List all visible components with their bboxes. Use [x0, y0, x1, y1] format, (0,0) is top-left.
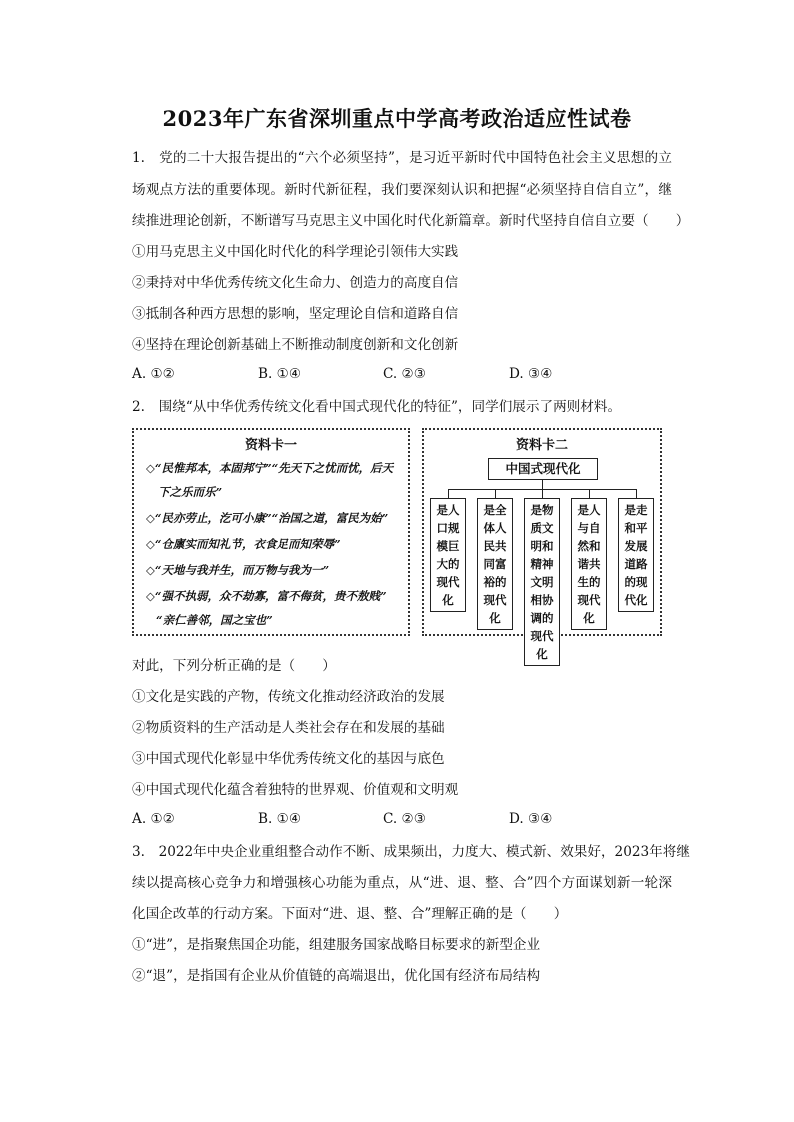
q1-stem-line-3: 续推进理论创新，不断谱写马克思主义中国化时代化新篇章。新时代坚持自信自立要（ ） [132, 213, 690, 229]
q2-question: 对此，下列分析正确的是（ ） [132, 658, 336, 674]
q1-option-d: D. ③④ [509, 366, 553, 382]
q3-stem-line-1: 3. 2022年中央企业重组整合动作不断、成果频出，力度大、模式新、效果好，2023年将继 [132, 844, 690, 860]
connector-line [495, 489, 496, 498]
q1-item-4: ④坚持在理论创新基础上不断推动制度创新和文化创新 [132, 337, 459, 353]
material-card-one [132, 428, 410, 636]
card-one-line: ◇“民惟邦本，本固邦宁”“先天下之忧而忧，后天 [146, 461, 394, 475]
connector-line [448, 489, 449, 498]
card-one-line: ◇“天地与我并生，而万物与我为一” [146, 563, 330, 577]
diagram-root-box: 中国式现代化 [488, 458, 598, 480]
diagram-leaf-box: 是人与自然和谐共生的现代化 [571, 498, 607, 630]
q1-option-a: A. ①② [132, 366, 175, 382]
q2-option-d: D. ③④ [509, 811, 553, 827]
q1-item-3: ③抵制各种西方思想的影响，坚定理论自信和道路自信 [132, 306, 459, 322]
card-one-line: ◇“强不执弱，众不劫寡，富不侮贫，贵不敖贱” [146, 589, 387, 603]
q2-item-3: ③中国式现代化彰显中华优秀传统文化的基因与底色 [132, 751, 445, 767]
card-one-line: ◇“仓廪实而知礼节，衣食足而知荣辱” [146, 537, 341, 551]
card-one-title: 资料卡一 [244, 438, 297, 453]
q1-option-c: C. ②③ [383, 366, 426, 382]
q2-option-a: A. ①② [132, 811, 175, 827]
q1-item-1: ①用马克思主义中国化时代化的科学理论引领伟大实践 [132, 244, 459, 260]
q1-item-2: ②秉持对中华优秀传统文化生命力、创造力的高度自信 [132, 275, 459, 291]
q2-item-2: ②物质资料的生产活动是人类社会存在和发展的基础 [132, 720, 445, 736]
q2-item-4: ④中国式现代化蕴含着独特的世界观、价值观和文明观 [132, 782, 459, 798]
q2-item-1: ①文化是实践的产物，传统文化推动经济政治的发展 [132, 689, 445, 705]
card-one-line: 下之乐而乐” [158, 485, 223, 499]
connector-line [542, 480, 543, 489]
material-card-two [422, 428, 662, 661]
diagram-leaf-box: 是全体人民共同富裕的现代化 [477, 498, 513, 630]
q1-stem-line-2: 场观点方法的重要体现。新时代新征程，我们要深刻认识和把握“必须坚持自信自立”，继 [132, 182, 672, 198]
q3-stem-line-3: 化国企改革的行动方案。下面对“进、退、整、合”理解正确的是（ ） [132, 906, 568, 922]
diagram-leaf-box: 是人口规模巨大的现代化 [430, 498, 466, 612]
q2-option-b: B. ①④ [258, 811, 302, 827]
q2-options [132, 811, 652, 831]
diagram-leaf-box: 是物质文明和精神文明相协调的现代化 [524, 498, 560, 666]
card-one-line: ◇“民亦劳止，汔可小康”“治国之道，富民为始” [146, 511, 389, 525]
q2-option-c: C. ②③ [383, 811, 426, 827]
q1-stem-line-1: 1. 党的二十大报告提出的“六个必须坚持”，是习近平新时代中国特色社会主义思想的立 [132, 150, 672, 166]
q1-option-b: B. ①④ [258, 366, 302, 382]
connector-line [542, 489, 543, 498]
q1-options [132, 366, 652, 386]
q2-stem: 2. 围绕“从中华优秀传统文化看中国式现代化的特征”，同学们展示了两则材料。 [132, 399, 622, 415]
q3-stem-line-2: 续以提高核心竞争力和增强核心功能为重点，从“进、退、整、合”四个方面谋划新一轮深 [132, 875, 672, 891]
card-two-title: 资料卡二 [515, 438, 568, 453]
connector-line [636, 489, 637, 498]
q3-item-1: ①“进”，是指聚焦国企功能，组建服务国家战略目标要求的新型企业 [132, 937, 541, 953]
q3-item-2: ②“退”，是指国有企业从价值链的高端退出，优化国有经济布局结构 [132, 968, 541, 984]
card-one-line: “亲仁善邻，国之宝也” [156, 613, 273, 627]
connector-line [589, 489, 590, 498]
exam-title: 2023年广东省深圳重点中学高考政治适应性试卷 [162, 106, 632, 131]
diagram-leaf-box: 是走和平发展道路的现代化 [618, 498, 654, 612]
